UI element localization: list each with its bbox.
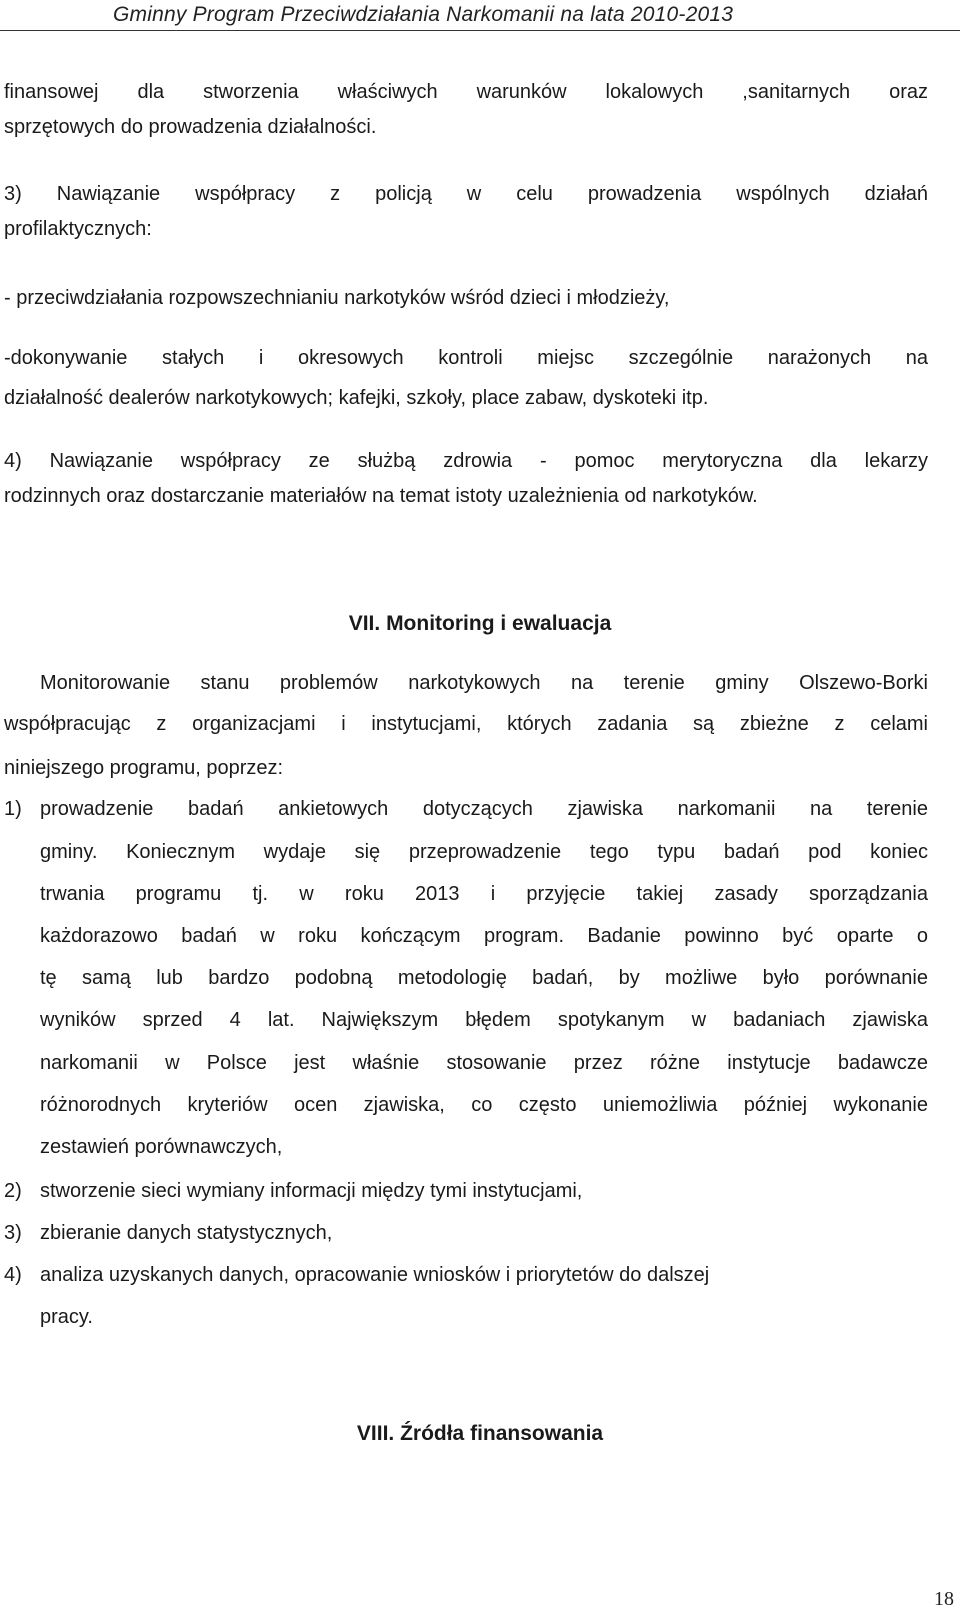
paragraph-line: sprzętowych do prowadzenia działalności.: [4, 116, 377, 138]
paragraph-line: niniejszego programu, poprzez:: [4, 757, 284, 779]
list-item-line: każdorazowo badań w roku kończącym program. Badanie powinno być oparte o: [40, 925, 928, 947]
paragraph-line: 3) Nawiązanie współpracy z policją w celu prowadzenia wspólnych działań: [4, 183, 928, 205]
list-number: 4): [4, 1264, 22, 1286]
list-number: 1): [4, 798, 22, 820]
paragraph-line: - przeciwdziałania rozpowszechnianiu narkotyków wśród dzieci i młodzieży,: [4, 287, 670, 309]
list-item-line: zbieranie danych statystycznych,: [40, 1222, 333, 1244]
list-item-line: narkomanii w Polsce jest właśnie stosowanie przez różne instytucje badawcze: [40, 1052, 928, 1074]
list-number: 3): [4, 1222, 22, 1244]
header-title: Gminny Program Przeciwdziałania Narkomanii na lata 2010-2013: [113, 3, 734, 26]
paragraph-line: -dokonywanie stałych i okresowych kontroli miejsc szczególnie narażonych na: [4, 347, 928, 369]
page-number: 18: [934, 1588, 954, 1610]
list-item-line: zestawień porównawczych,: [40, 1136, 283, 1158]
list-number: 2): [4, 1180, 22, 1202]
list-item-line: trwania programu tj. w roku 2013 i przyjęcie takiej zasady sporządzania: [40, 883, 928, 905]
paragraph-line: współpracując z organizacjami i instytucjami, których zadania są zbieżne z celami: [4, 713, 928, 735]
list-item-line: stworzenie sieci wymiany informacji między tymi instytucjami,: [40, 1180, 583, 1202]
paragraph-line: profilaktycznych:: [4, 218, 152, 240]
paragraph-line: Monitorowanie stanu problemów narkotykowych na terenie gminy Olszewo-Borki: [40, 672, 928, 694]
section-heading-viii: VIII. Źródła finansowania: [356, 1422, 604, 1445]
list-item-line: wyników sprzed 4 lat. Największym błędem spotykanym w badaniach zjawiska: [40, 1009, 928, 1031]
paragraph-line: finansowej dla stworzenia właściwych warunków lokalowych ,sanitarnych oraz: [4, 81, 928, 103]
paragraph-line: 4) Nawiązanie współpracy ze służbą zdrowia - pomoc merytoryczna dla lekarzy: [4, 450, 928, 472]
list-item-line: gminy. Koniecznym wydaje się przeprowadzenie tego typu badań pod koniec: [40, 841, 928, 863]
paragraph-line: rodzinnych oraz dostarczanie materiałów na temat istoty uzależnienia od narkotyków.: [4, 485, 758, 507]
list-item-line: tę samą lub bardzo podobną metodologię badań, by możliwe było porównanie: [40, 967, 928, 989]
page-header: [0, 0, 960, 31]
section-heading-vii: VII. Monitoring i ewaluacja: [348, 612, 612, 635]
list-item-line: pracy.: [40, 1306, 93, 1328]
list-item-line: różnorodnych kryteriów ocen zjawiska, co często uniemożliwia później wykonanie: [40, 1094, 928, 1116]
list-item-line: prowadzenie badań ankietowych dotyczących zjawiska narkomanii na terenie: [40, 798, 928, 820]
list-item-line: analiza uzyskanych danych, opracowanie wniosków i priorytetów do dalszej: [40, 1264, 710, 1286]
paragraph-line: działalność dealerów narkotykowych; kafejki, szkoły, place zabaw, dyskoteki itp.: [4, 387, 709, 409]
